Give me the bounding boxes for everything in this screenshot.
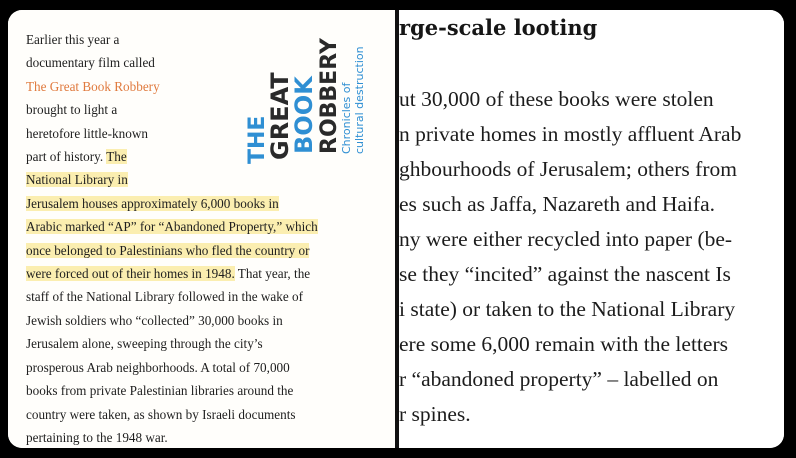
right-text-line: ghbourhoods of Jerusalem; others from bbox=[399, 157, 737, 181]
text-segment: brought to light a bbox=[26, 102, 118, 118]
logo-word-great: GREAT bbox=[266, 72, 294, 160]
logo-subtitle-line-2: cultural destruction bbox=[353, 46, 366, 154]
text-segment: prosperous Arab neighborhoods. A total of 70,000 bbox=[26, 359, 290, 375]
left-text-line bbox=[26, 215, 378, 238]
text-segment: That year, the bbox=[234, 266, 311, 282]
great-book-robbery-logo bbox=[230, 36, 390, 164]
left-text-line bbox=[26, 332, 378, 355]
right-text-line: se they “incited” against the nascent Is bbox=[399, 262, 731, 286]
right-text-line: r “abandoned property” – labelled on bbox=[399, 367, 719, 391]
text-segment: books from private Palestinian libraries around the bbox=[26, 383, 294, 399]
left-text-line bbox=[26, 285, 378, 308]
film-title-link[interactable]: The Great Book Robbery bbox=[26, 78, 160, 94]
highlighted-text: once belonged to Palestinians who fled the country or bbox=[26, 242, 310, 258]
left-text-line bbox=[26, 192, 378, 215]
logo-word-book: BOOK bbox=[290, 76, 318, 154]
right-text-line: ny were either recycled into paper (be- bbox=[399, 227, 733, 251]
section-heading: rge-scale looting bbox=[399, 15, 598, 40]
right-text-line: ere some 6,000 remain with the letters bbox=[399, 332, 728, 356]
text-segment: country were taken, as shown by Israeli documents bbox=[26, 406, 296, 422]
left-text-line bbox=[26, 262, 378, 285]
text-segment: part of history. bbox=[26, 149, 107, 165]
logo-subtitle-line-1: Chronicles of bbox=[340, 82, 353, 154]
left-text-line bbox=[26, 379, 378, 402]
right-text-line: r spines. bbox=[399, 402, 471, 426]
left-text-line bbox=[26, 168, 378, 191]
left-text-line bbox=[26, 356, 378, 379]
right-book-page bbox=[399, 10, 784, 448]
highlighted-text: Arabic marked “AP” for “Abandoned Property,” which bbox=[26, 219, 318, 235]
left-text-line bbox=[26, 426, 378, 448]
text-segment: pertaining to the 1948 war. bbox=[26, 429, 168, 445]
left-article-page bbox=[8, 10, 395, 448]
right-text-line: n private homes in mostly affluent Arab bbox=[399, 122, 742, 146]
right-text-line: ut 30,000 of these books were stolen bbox=[399, 87, 714, 111]
right-book-text bbox=[399, 82, 784, 432]
text-segment: Jewish soldiers who “collected” 30,000 books in bbox=[26, 312, 283, 328]
left-text-line bbox=[26, 239, 378, 262]
comparison-frame bbox=[8, 10, 784, 448]
highlighted-text: The bbox=[106, 149, 127, 165]
right-text-line: es such as Jaffa, Nazareth and Haifa. bbox=[399, 192, 715, 216]
text-segment: Jerusalem alone, sweeping through the city’s bbox=[26, 336, 263, 352]
highlighted-text: were forced out of their homes in 1948. bbox=[26, 266, 235, 282]
right-text-line: i state) or taken to the National Library bbox=[399, 297, 736, 321]
logo-word-robbery: ROBBERY bbox=[317, 38, 342, 154]
highlighted-text: Jerusalem houses approximately 6,000 books in bbox=[26, 195, 279, 211]
left-text-line bbox=[26, 403, 378, 426]
text-segment: Earlier this year a bbox=[26, 32, 120, 47]
highlighted-text: National Library in bbox=[26, 172, 128, 188]
text-segment: heretofore little-known bbox=[26, 125, 148, 141]
text-segment: staff of the National Library followed in the wake of bbox=[26, 289, 303, 305]
logo-word-the: THE bbox=[245, 115, 270, 164]
text-segment: documentary film called bbox=[26, 55, 155, 71]
left-text-line bbox=[26, 309, 378, 332]
